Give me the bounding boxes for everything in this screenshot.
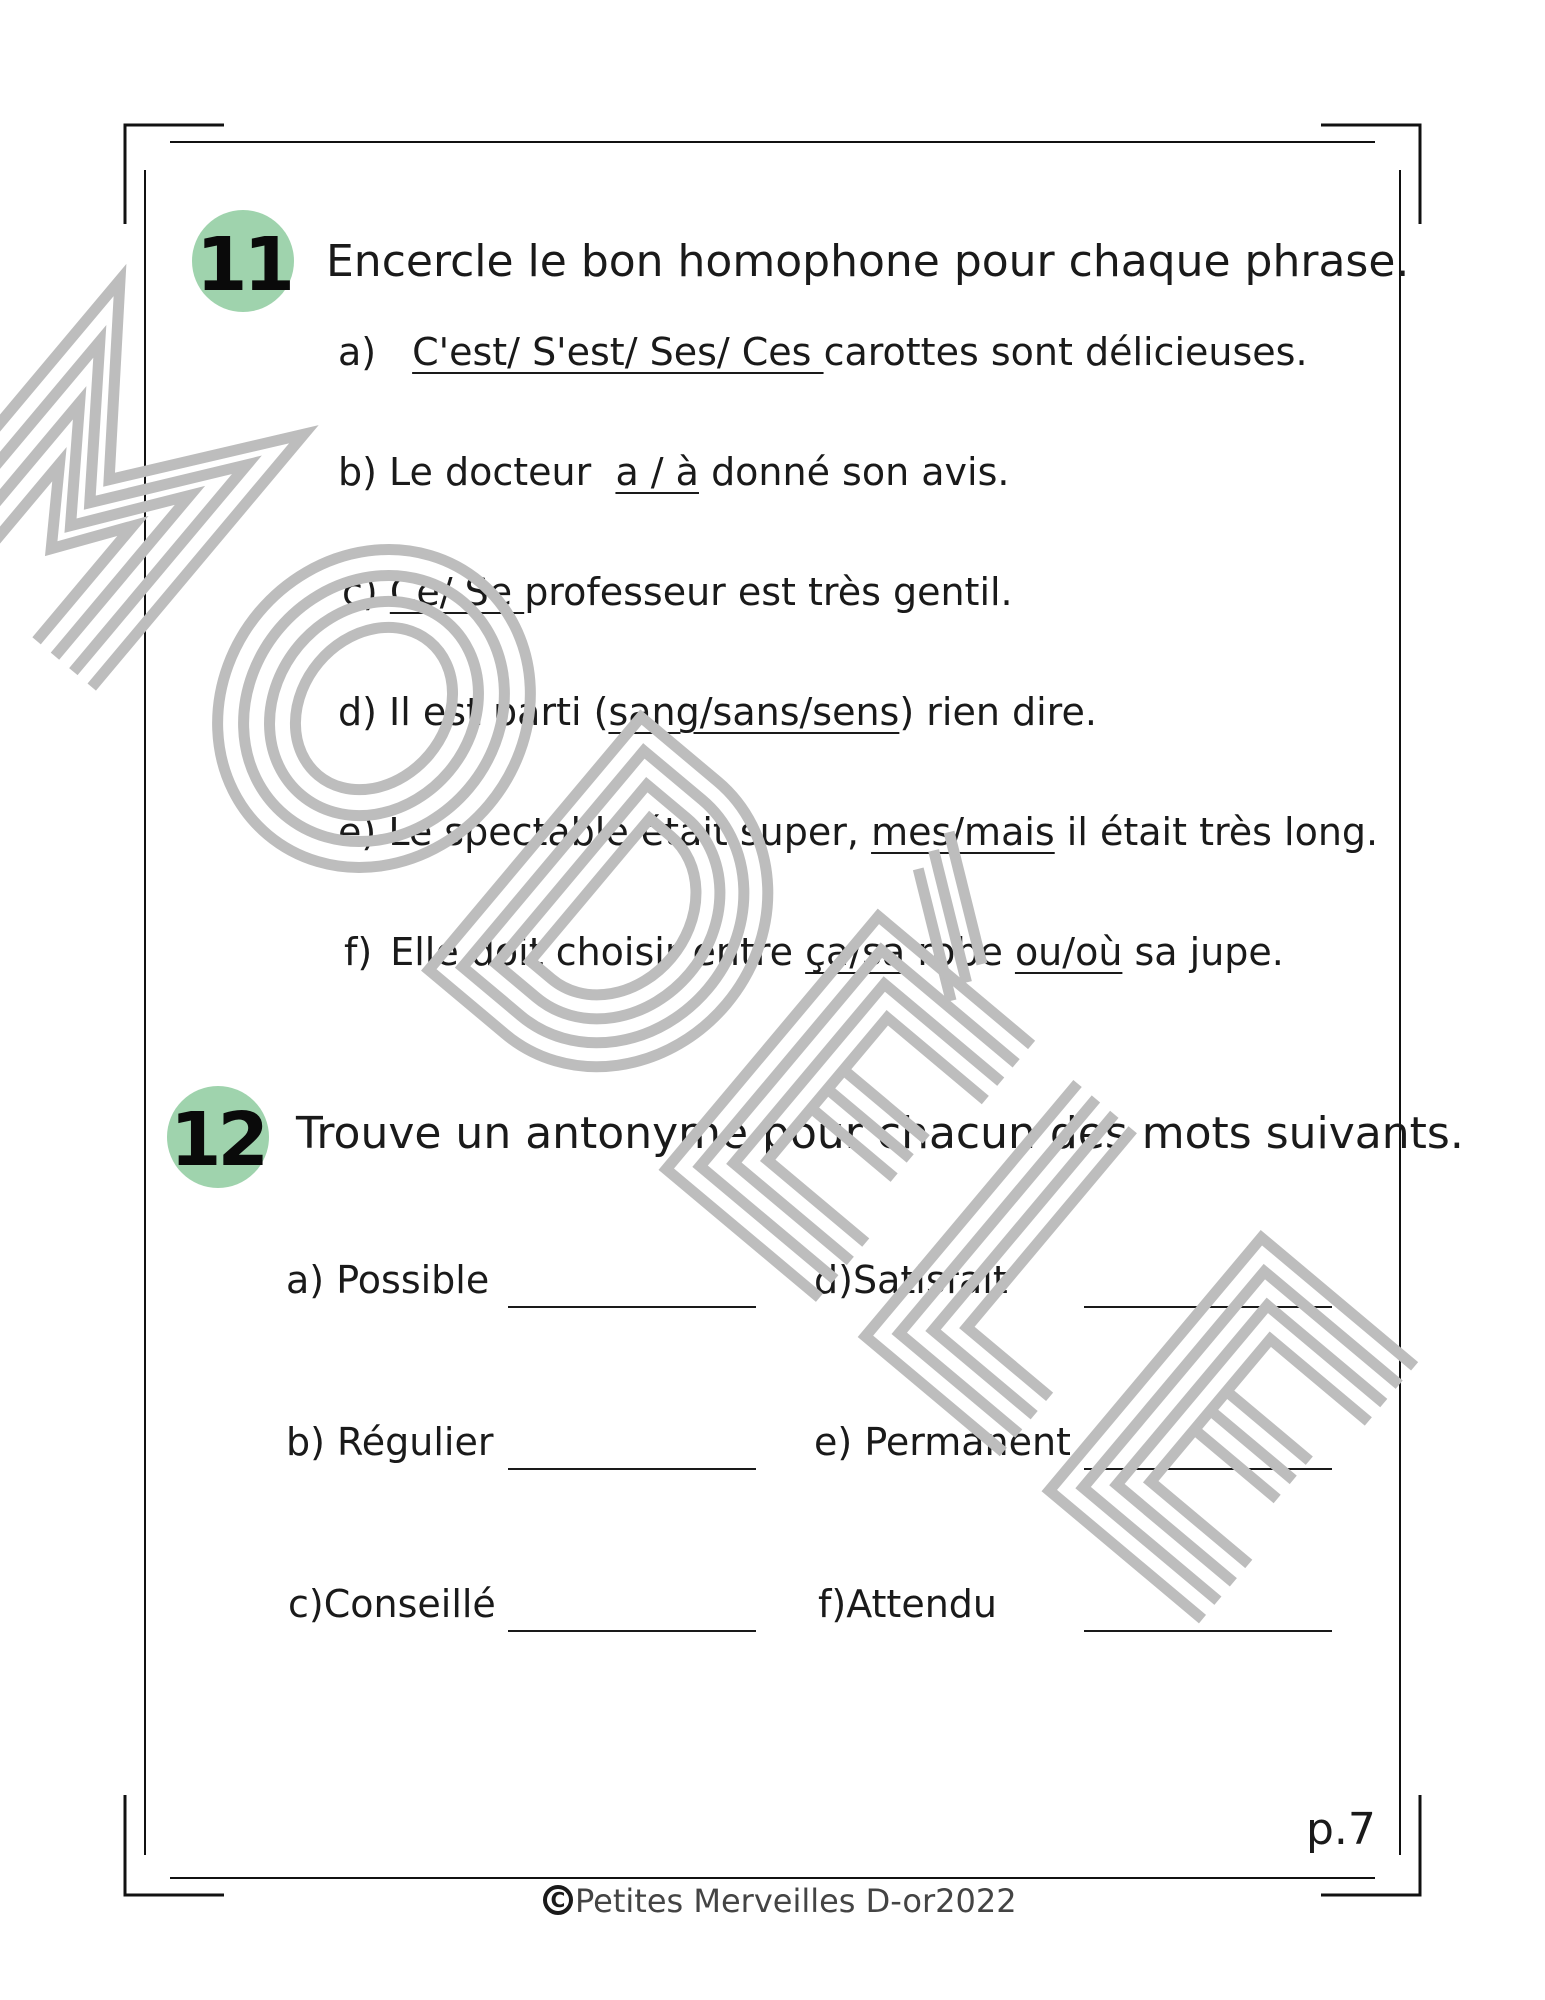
item-text: robe <box>905 930 1015 974</box>
answer-line-b[interactable] <box>508 1468 756 1470</box>
item-text: il était très long. <box>1054 810 1379 854</box>
copyright-icon: C <box>543 1885 573 1915</box>
footer-copyright <box>543 1882 1017 1920</box>
item-letter: e) <box>814 1420 853 1464</box>
answer-line-a[interactable] <box>508 1306 756 1308</box>
exercise-11-item-f <box>344 930 1284 974</box>
antonym-word-f <box>818 1582 997 1626</box>
item-text: Elle doit choisir entre <box>390 930 806 974</box>
exercise-11-item-c <box>342 570 1013 614</box>
exercise-11-item-b <box>338 450 1009 494</box>
exercise-11-item-d <box>338 690 1097 734</box>
item-word: Permanent <box>864 1420 1071 1464</box>
homophone-choice[interactable]: C'est/ S'est/ Ses/ Ces <box>412 330 824 374</box>
item-letter: b) <box>286 1420 325 1464</box>
homophone-choice[interactable]: Ce/ Se <box>389 570 525 614</box>
exercise-11-item-e <box>338 810 1378 854</box>
antonym-word-e <box>814 1420 1071 1464</box>
item-letter: b) <box>338 450 377 494</box>
item-letter: e) <box>338 810 377 854</box>
item-letter: f) <box>818 1582 847 1626</box>
item-letter: a) <box>338 330 377 374</box>
item-letter: f) <box>344 930 373 974</box>
item-letter: c) <box>342 570 378 614</box>
homophone-choice[interactable]: ça/sa <box>805 930 906 974</box>
antonym-word-a <box>286 1258 489 1302</box>
item-word: Satisfait <box>852 1258 1008 1302</box>
answer-line-c[interactable] <box>508 1630 756 1632</box>
item-text: donné son avis. <box>698 450 1010 494</box>
exercise-11-title: Encercle le bon homophone pour chaque phrase. <box>326 236 1410 287</box>
exercise-11-item-a <box>338 330 1308 374</box>
answer-line-d[interactable] <box>1084 1306 1332 1308</box>
item-text: Le docteur <box>389 450 604 494</box>
item-text: ) rien dire. <box>899 690 1097 734</box>
item-text: sa jupe. <box>1122 930 1284 974</box>
homophone-choice[interactable]: ou/où <box>1014 930 1123 974</box>
antonym-word-c <box>288 1582 496 1626</box>
item-text: carottes sont délicieuses. <box>823 330 1308 374</box>
antonym-word-d <box>814 1258 1008 1302</box>
page-number: p.7 <box>1306 1804 1376 1855</box>
answer-line-e[interactable] <box>1084 1468 1332 1470</box>
homophone-choice[interactable]: a / à <box>615 450 699 494</box>
footer-text: Petites Merveilles D-or2022 <box>575 1882 1017 1920</box>
item-word: Possible <box>336 1258 490 1302</box>
exercise-11-number: 11 <box>196 222 291 308</box>
antonym-word-b <box>286 1420 493 1464</box>
item-letter: a) <box>286 1258 325 1302</box>
answer-line-f[interactable] <box>1084 1630 1332 1632</box>
exercise-12-title: Trouve un antonyme pour chacun des mots suivants. <box>296 1108 1464 1159</box>
item-letter: d) <box>338 690 377 734</box>
item-letter: d) <box>814 1258 853 1302</box>
item-letter: c) <box>288 1582 324 1626</box>
item-text: Le spectable était super, <box>388 810 872 854</box>
item-text: Il est parti ( <box>389 690 609 734</box>
item-word: Attendu <box>846 1582 997 1626</box>
exercise-12-number: 12 <box>170 1097 265 1183</box>
item-word: Conseillé <box>323 1582 496 1626</box>
item-word: Régulier <box>337 1420 494 1464</box>
item-text: professeur est très gentil. <box>524 570 1013 614</box>
homophone-choice[interactable]: sang/sans/sens <box>608 690 900 734</box>
homophone-choice[interactable]: mes/mais <box>871 810 1055 854</box>
